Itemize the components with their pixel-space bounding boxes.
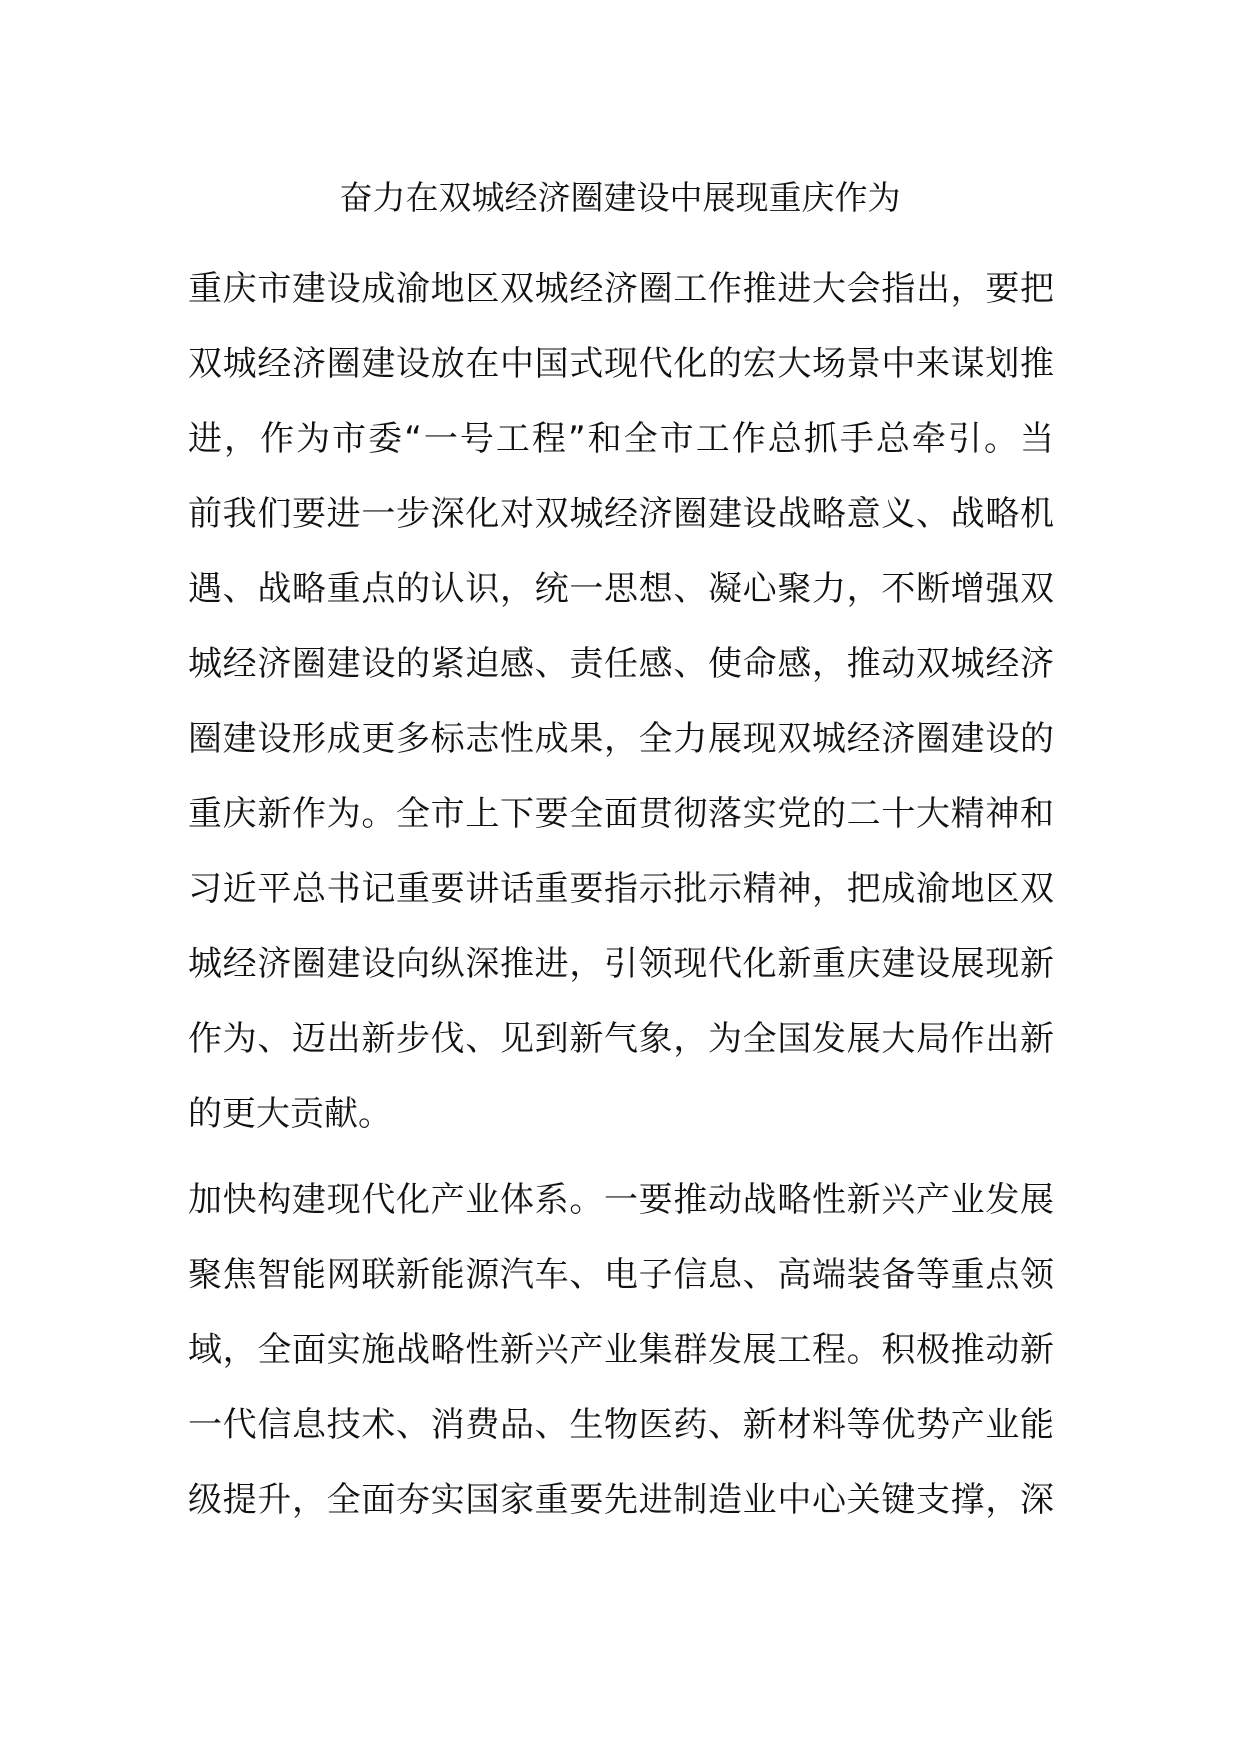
paragraph-line: 进，作为市委“一号工程”和全市工作总抓手总牵引。当	[188, 419, 1054, 459]
paragraph-line: 双城经济圈建设放在中国式现代化的宏大场景中来谋划推	[188, 344, 1054, 384]
paragraph-line: 重庆市建设成渝地区双城经济圈工作推进大会指出，要把	[188, 269, 1054, 309]
paragraph-line: 加快构建现代化产业体系。一要推动战略性新兴产业发展	[188, 1180, 1054, 1220]
paragraph-line: 聚焦智能网联新能源汽车、电子信息、高端装备等重点领	[188, 1255, 1054, 1295]
document-title: 奋力在双城经济圈建设中展现重庆作为	[339, 178, 901, 217]
paragraph-2	[188, 1163, 1054, 1538]
paragraph-line: 的更大贡献。	[188, 1094, 392, 1134]
paragraph-line: 城经济圈建设的紧迫感、责任感、使命感，推动双城经济	[188, 644, 1054, 684]
paragraph-line: 遇、战略重点的认识，统一思想、凝心聚力，不断增强双	[188, 569, 1054, 609]
paragraph-line: 一代信息技术、消费品、生物医药、新材料等优势产业能	[188, 1405, 1054, 1445]
paragraph-line: 作为、迈出新步伐、见到新气象，为全国发展大局作出新	[188, 1019, 1054, 1059]
paragraph-line: 前我们要进一步深化对双城经济圈建设战略意义、战略机	[188, 494, 1054, 534]
paragraph-line: 重庆新作为。全市上下要全面贯彻落实党的二十大精神和	[188, 794, 1054, 834]
paragraph-line: 域，全面实施战略性新兴产业集群发展工程。积极推动新	[188, 1330, 1054, 1370]
paragraph-line: 圈建设形成更多标志性成果，全力展现双城经济圈建设的	[188, 719, 1054, 759]
paragraph-1	[188, 252, 1054, 1152]
paragraph-line: 级提升，全面夯实国家重要先进制造业中心关键支撑，深	[188, 1480, 1054, 1520]
paragraph-line: 城经济圈建设向纵深推进，引领现代化新重庆建设展现新	[188, 944, 1054, 984]
paragraph-line: 习近平总书记重要讲话重要指示批示精神，把成渝地区双	[188, 869, 1054, 909]
